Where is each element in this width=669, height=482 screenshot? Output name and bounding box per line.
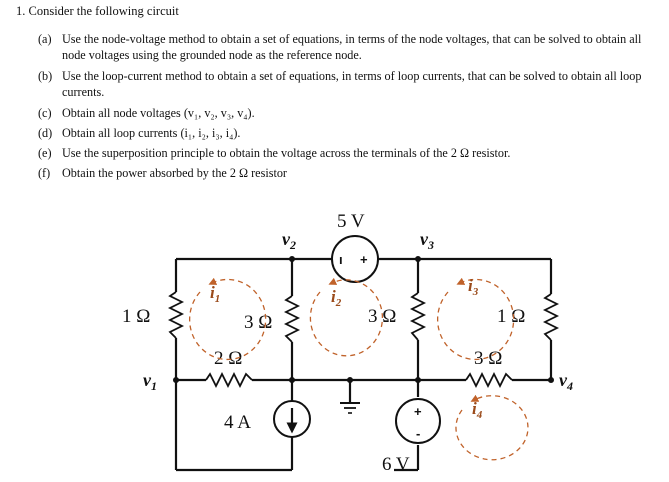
node-dot-v1 — [173, 377, 179, 383]
part-d-text: Obtain all loop currents (i₁, i₂, i₃, i₄). — [62, 126, 241, 140]
question-title: 1. Consider the following circuit — [16, 4, 179, 18]
loop-label-i1: $i_1$ — [210, 283, 221, 305]
voltage-source-5v — [332, 236, 378, 282]
loop-label-i3: $i_3$ — [468, 276, 479, 298]
source-5v-minus: ı — [339, 252, 343, 267]
node-label-v2: $v_2$ — [282, 229, 296, 252]
node-label-v4: $v_4$ — [559, 370, 573, 393]
node-label-v1: $v_1$ — [143, 370, 157, 393]
part-a-text: Use the node-voltage method to obtain a set of equations, in terms of the node voltages, that can be solved to obtain all node voltages using the grounded node as the reference node. — [62, 32, 642, 62]
source-5v-plus: + — [360, 252, 368, 267]
part-e-text: Use the superposition principle to obtain the voltage across the terminals of the 2 Ω resistor. — [62, 146, 511, 160]
loop-label-i4: $i_4$ — [472, 399, 483, 421]
resistor-left-1ohm — [170, 292, 182, 338]
part-c-label: (c) — [38, 106, 52, 120]
label-r-left: 1 Ω — [122, 306, 151, 327]
voltage-source-6v — [396, 399, 440, 443]
ground-icon — [340, 403, 360, 413]
part-b-text: Use the loop-current method to obtain a set of equations, in terms of loop currents, that can be solved to obtain all loop currents. — [62, 69, 642, 99]
label-r-right: 1 Ω — [497, 306, 526, 327]
resistor-mid-left-3ohm — [286, 296, 298, 342]
label-r-mid-left: 3 Ω — [244, 312, 273, 333]
part-a-label: (a) — [38, 32, 52, 46]
part-b-label: (b) — [38, 69, 53, 83]
node-dot-ref — [415, 377, 421, 383]
label-r-mid-right: 3 Ω — [368, 306, 397, 327]
label-r-bottom-right: 3 Ω — [474, 348, 503, 369]
node-dot-ground — [347, 377, 353, 383]
source-6v-plus: + — [414, 404, 422, 419]
node-dot-v4 — [548, 377, 554, 383]
node-dot-mid — [289, 377, 295, 383]
label-6v: 6 V — [382, 454, 410, 475]
node-dot-v3 — [415, 256, 421, 262]
node-label-v3: $v_3$ — [420, 229, 434, 252]
part-f-label: (f) — [38, 166, 51, 180]
label-5v: 5 V — [337, 211, 365, 232]
part-f-text: Obtain the power absorbed by the 2 Ω resistor — [62, 166, 287, 180]
node-dot-v2 — [289, 256, 295, 262]
part-c-text: Obtain all node voltages (v₁, v₂, v₃, v₄). — [62, 106, 255, 120]
source-6v-minus: - — [416, 426, 421, 441]
part-d-label: (d) — [38, 126, 53, 140]
label-4a: 4 A — [224, 412, 251, 433]
part-e-label: (e) — [38, 146, 52, 160]
resistor-mid-right-3ohm — [412, 293, 424, 340]
loop-i4-arrow — [456, 396, 528, 460]
resistor-right-1ohm — [545, 294, 557, 340]
resistor-bottom-right-3ohm — [466, 374, 512, 386]
label-r-bottom-left: 2 Ω — [214, 348, 243, 369]
current-source-4a — [274, 401, 310, 437]
loop-label-i2: $i_2$ — [331, 287, 342, 309]
resistor-bottom-left-2ohm — [206, 374, 252, 386]
